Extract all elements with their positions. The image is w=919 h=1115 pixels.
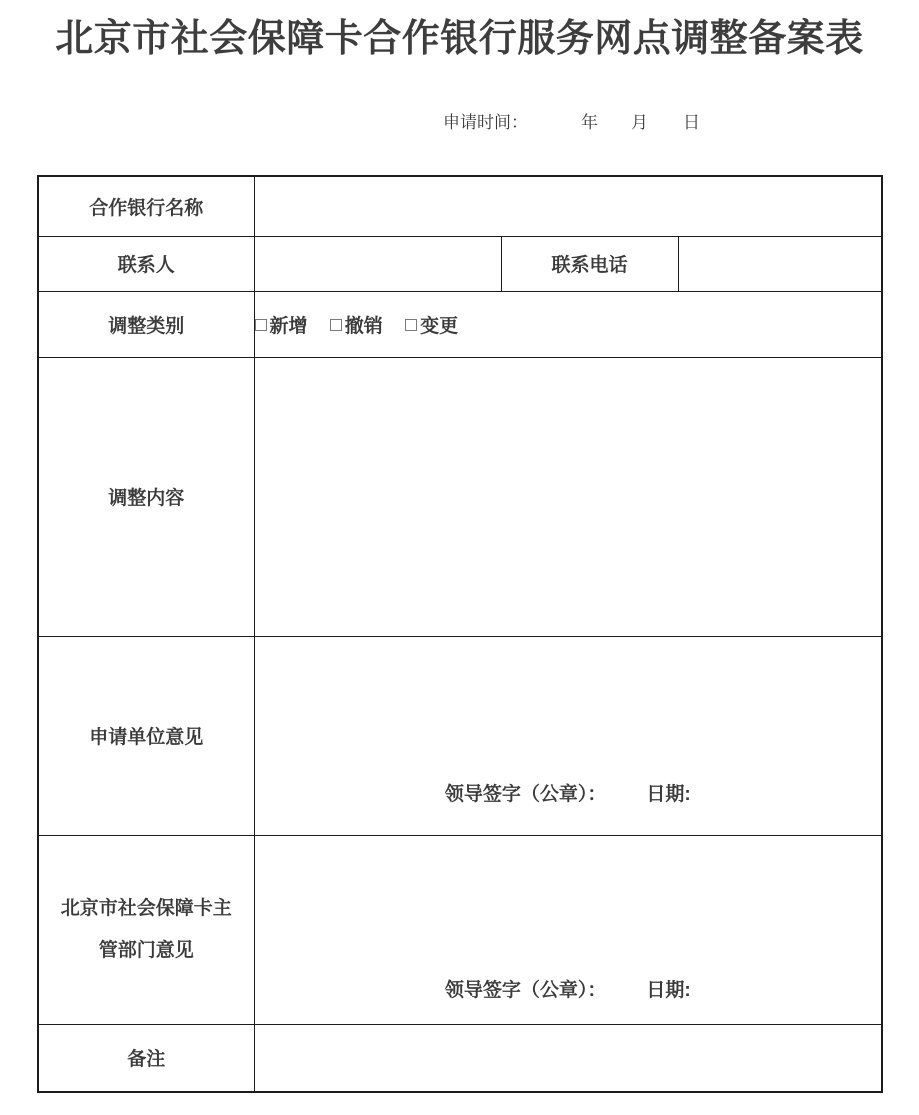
applicant-opinion-field[interactable] [254,636,882,835]
option-change-label: 变更 [420,315,459,337]
category-label: 调整类别 [38,291,254,357]
option-cancel[interactable] [330,316,383,337]
checkbox-change-icon[interactable] [405,319,417,331]
page-title: 北京市社会保障卡合作银行服务网点调整备案表 [55,18,864,60]
option-change[interactable] [405,316,458,337]
content-field[interactable] [254,357,882,636]
table-row [38,357,882,636]
option-cancel-label: 撤销 [344,315,383,337]
applicant-sign-label: 领导签字（公章）： [444,783,607,805]
phone-label: 联系电话 [501,236,678,291]
table-row [38,1024,882,1092]
authority-opinion-label [38,835,254,1024]
contact-field[interactable] [254,236,501,291]
authority-opinion-label-line2: 管部门意见 [98,939,194,961]
option-new-label: 新增 [269,315,308,337]
bank-name-field[interactable] [254,176,882,236]
applicant-date-label: 日期: [646,783,691,805]
table-row [38,236,882,291]
apply-time-label: 申请时间： [443,113,528,132]
apply-time-year-label: 年 [581,113,598,132]
apply-time-day-label: 日 [683,113,700,132]
category-options [254,291,882,357]
contact-label: 联系人 [38,236,254,291]
content-label: 调整内容 [38,357,254,636]
table-row [38,835,882,1024]
apply-time-month-label: 月 [631,113,648,132]
checkbox-cancel-icon[interactable] [330,319,342,331]
checkbox-new-icon[interactable] [255,319,267,331]
authority-opinion-label-line1: 北京市社会保障卡主 [60,897,232,919]
remarks-label: 备注 [38,1024,254,1092]
authority-opinion-field[interactable] [254,835,882,1024]
option-new[interactable] [255,316,308,337]
applicant-opinion-label: 申请单位意见 [38,636,254,835]
apply-time-line [443,108,919,133]
table-row [38,636,882,835]
remarks-field[interactable] [254,1024,882,1092]
table-row [38,291,882,357]
authority-date-label: 日期: [646,979,691,1001]
phone-field[interactable] [678,236,882,291]
filing-form-table [37,175,883,1093]
table-row [38,176,882,236]
bank-name-label: 合作银行名称 [38,176,254,236]
authority-sign-label: 领导签字（公章）： [444,979,607,1001]
